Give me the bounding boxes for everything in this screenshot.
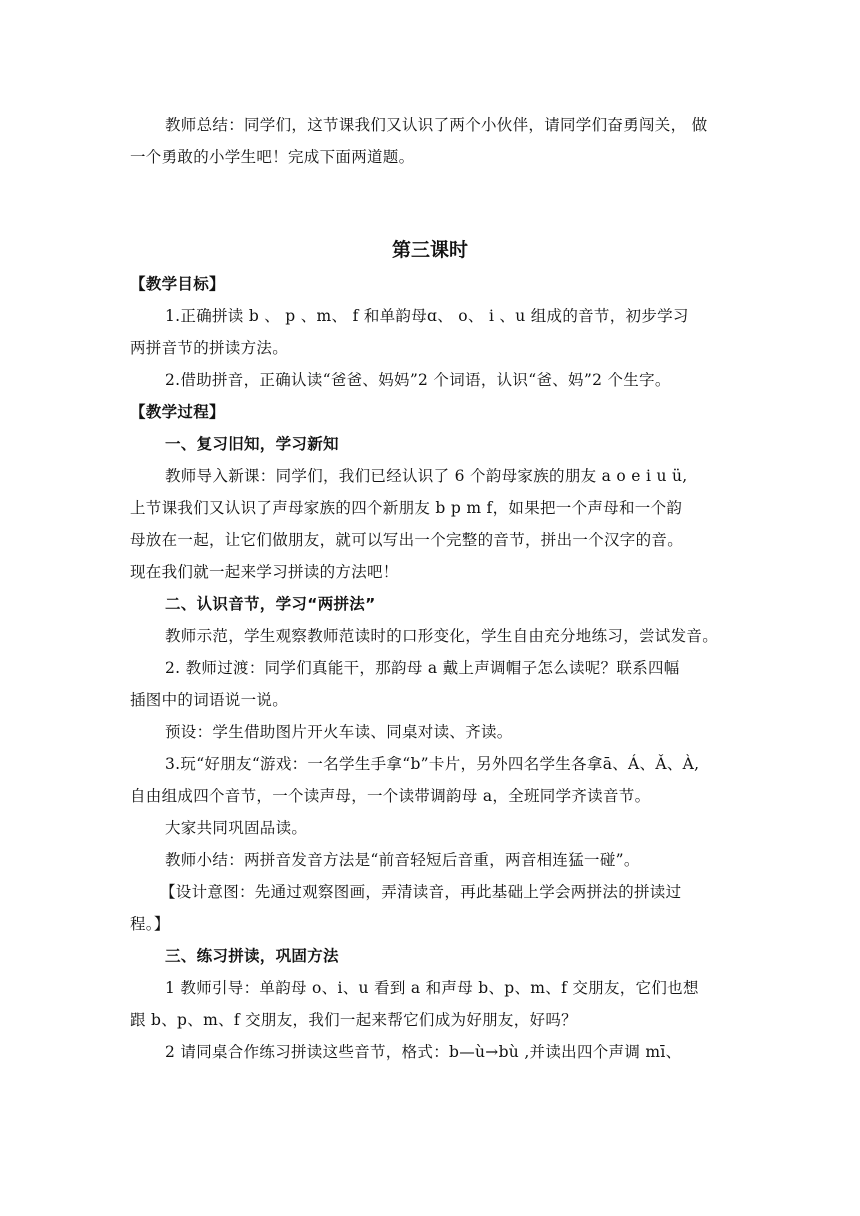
goal-1-line-2: 两拼音节的拼读方法。 xyxy=(130,339,289,357)
section-2-paragraph-4-line-2: 自由组成四个音节，一个读声母，一个读带调韵母 a，全班同学齐读音节。 xyxy=(130,787,651,805)
section-1-paragraph-line-2: 上节课我们又认识了声母家族的四个新朋友 b p m f，如果把一个声母和一个韵 xyxy=(130,499,683,517)
intro-line-1: 教师总结：同学们，这节课我们又认识了两个小伙伴，请同学们奋勇闯关， 做 xyxy=(165,116,708,134)
section-1-paragraph-line-1: 教师导入新课：同学们，我们已经认识了 6 个韵母家族的朋友 a o e i u ü, xyxy=(165,467,688,485)
section-3-heading: 三、练习拼读，巩固方法 xyxy=(165,947,339,965)
section-2-paragraph-5: 大家共同巩固品读。 xyxy=(165,819,308,837)
section-3-paragraph-1-line-1: 1 教师引导：单韵母 o、i、u 看到 a 和声母 b、p、m、f 交朋友，它们也想 xyxy=(165,979,699,997)
lesson-title: 第三课时 xyxy=(391,239,468,261)
section-2-paragraph-3: 预设：学生借助图片开火车读、同桌对读、齐读。 xyxy=(165,723,513,741)
section-2-paragraph-1: 教师示范，学生观察教师范读时的口形变化，学生自由充分地练习，尝试发音。 xyxy=(165,627,719,645)
section-3-paragraph-2-line-1: 2 请同桌合作练习拼读这些音节，格式：b—ù→bù ,并读出四个声调 mī、 xyxy=(165,1043,682,1061)
design-intent-line-2: 程。】 xyxy=(130,915,170,933)
section-1-paragraph-line-4: 现在我们就一起来学习拼读的方法吧！ xyxy=(130,563,399,581)
section-1-paragraph-line-3: 母放在一起，让它们做朋友，就可以写出一个完整的音节，拼出一个汉字的音。 xyxy=(130,531,684,549)
section-1-heading: 一、复习旧知，学习新知 xyxy=(165,435,339,453)
section-2-paragraph-2-line-2: 插图中的词语说一说。 xyxy=(130,691,289,709)
section-2-paragraph-2-line-1: 2. 教师过渡：同学们真能干，那韵母 a 戴上声调帽子怎么读呢？联系四幅 xyxy=(165,659,680,677)
intro-line-2: 一个勇敢的小学生吧！完成下面两道题。 xyxy=(130,148,415,166)
design-intent-line-1: 【设计意图：先通过观察图画，弄清读音，再此基础上学会两拼法的拼读过 xyxy=(160,883,682,901)
process-heading: 【教学过程】 xyxy=(130,403,225,421)
section-3-paragraph-1-line-2: 跟 b、p、m、f 交朋友，我们一起来帮它们成为好朋友，好吗？ xyxy=(130,1011,577,1029)
section-2-paragraph-6: 教师小结：两拼音发音方法是“前音轻短后音重，两音相连猛一碰”。 xyxy=(165,851,640,869)
goal-1-line-1: 1.正确拼读 b 、 p 、m、 f 和单韵母ɑ、 o、 i 、u 组成的音节，初步学习 xyxy=(165,307,689,325)
section-2-paragraph-4-line-1: 3.玩“好朋友“游戏：一名学生手拿“b”卡片，另外四名学生各拿ā、Á、Ǎ、À, xyxy=(165,755,700,773)
goal-2: 2.借助拼音，正确认读“爸爸、妈妈”2 个词语，认识“爸、妈”2 个生字。 xyxy=(165,371,671,389)
section-2-heading: 二、认识音节，学习“两拼法” xyxy=(165,595,376,613)
goals-heading: 【教学目标】 xyxy=(130,275,225,293)
